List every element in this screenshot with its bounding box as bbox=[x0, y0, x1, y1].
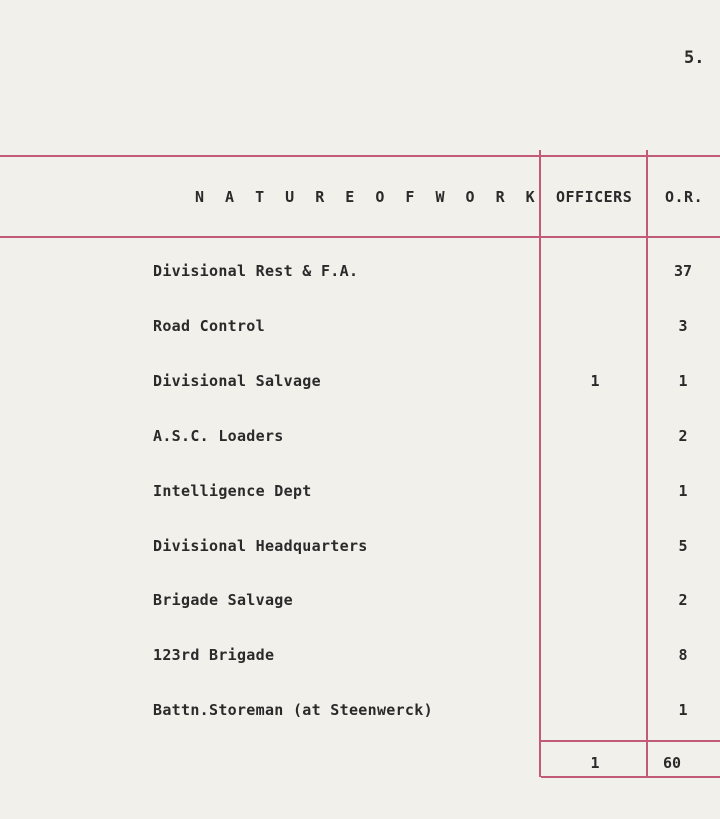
header-or: O.R. bbox=[665, 188, 704, 206]
totals-top-rule bbox=[541, 740, 720, 742]
page-number: 5. bbox=[684, 48, 705, 68]
table-row bbox=[0, 317, 720, 341]
table-row bbox=[0, 372, 720, 396]
row-nature: Divisional Salvage bbox=[153, 372, 321, 390]
totals-bottom-rule bbox=[541, 776, 720, 778]
row-or: 1 bbox=[678, 701, 688, 719]
row-or: 1 bbox=[678, 372, 688, 390]
row-officers: 1 bbox=[590, 372, 600, 390]
row-nature: Brigade Salvage bbox=[153, 591, 293, 609]
header-nature-of-work: N A T U R E O F W O R K bbox=[195, 188, 541, 206]
table-row bbox=[0, 646, 720, 670]
row-nature: A.S.C. Loaders bbox=[153, 427, 284, 445]
row-or: 8 bbox=[678, 646, 688, 664]
header-officers: OFFICERS bbox=[556, 188, 633, 206]
row-or: 3 bbox=[678, 317, 688, 335]
table-row bbox=[0, 591, 720, 615]
total-officers: 1 bbox=[590, 754, 600, 772]
row-nature: Intelligence Dept bbox=[153, 482, 312, 500]
table-row bbox=[0, 482, 720, 506]
row-nature: Road Control bbox=[153, 317, 265, 335]
row-or: 1 bbox=[678, 482, 688, 500]
row-nature: 123rd Brigade bbox=[153, 646, 275, 664]
row-or: 2 bbox=[678, 591, 688, 609]
row-nature: Divisional Headquarters bbox=[153, 537, 368, 555]
row-or: 2 bbox=[678, 427, 688, 445]
total-or: 60 bbox=[662, 754, 682, 772]
table-top-rule bbox=[0, 155, 720, 157]
table-row bbox=[0, 537, 720, 561]
row-or: 37 bbox=[673, 262, 693, 280]
row-nature: Battn.Storeman (at Steenwerck) bbox=[153, 701, 433, 719]
row-or: 5 bbox=[678, 537, 688, 555]
officers-left-rule bbox=[539, 150, 541, 777]
header-bottom-rule bbox=[0, 236, 720, 238]
or-left-rule bbox=[646, 150, 648, 777]
row-nature: Divisional Rest & F.A. bbox=[153, 262, 359, 280]
table-row bbox=[0, 427, 720, 451]
table-row bbox=[0, 701, 720, 725]
table-row bbox=[0, 262, 720, 286]
